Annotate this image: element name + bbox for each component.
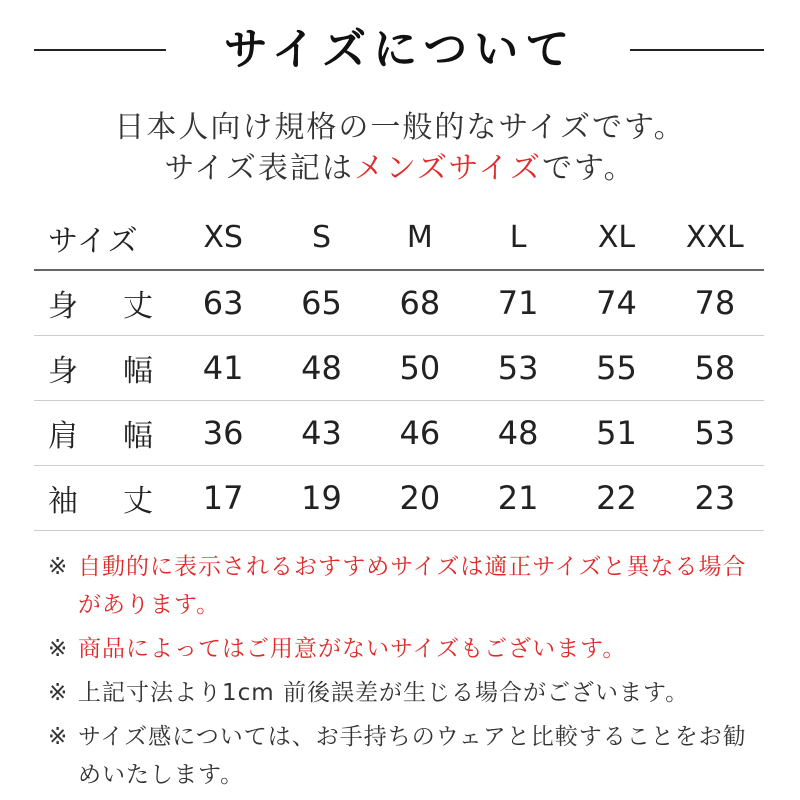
title-row — [0, 18, 800, 82]
table-cell: 36 — [174, 400, 272, 465]
note-mark: ※ — [48, 554, 69, 580]
table-cell: 48 — [272, 335, 370, 400]
table-cell: 22 — [567, 465, 665, 530]
table-cell: 74 — [567, 270, 665, 335]
size-header-xxl: XXL — [666, 206, 764, 270]
intro-highlight-mens-size: メンズサイズ — [353, 151, 543, 186]
row-label: 身 幅 — [34, 335, 174, 400]
intro-line-2-suffix: です。 — [542, 151, 636, 186]
note-item — [48, 548, 768, 624]
table-row-shoulder-width — [34, 400, 764, 465]
table-cell: 53 — [469, 335, 567, 400]
row-label: 身 丈 — [34, 270, 174, 335]
size-header-row — [34, 206, 764, 270]
size-header-s: S — [272, 206, 370, 270]
table-cell: 55 — [567, 335, 665, 400]
size-header-xs: XS — [174, 206, 272, 270]
table-cell: 63 — [174, 270, 272, 335]
note-text: 上記寸法より1cm 前後誤差が生じる場合がございます。 — [78, 680, 690, 706]
intro-line-1: 日本人向け規格の一般的なサイズです。 — [114, 110, 686, 145]
table-cell: 17 — [174, 465, 272, 530]
size-header-label: サイズ — [34, 206, 174, 270]
table-cell: 41 — [174, 335, 272, 400]
note-mark: ※ — [48, 636, 69, 662]
note-item — [48, 718, 768, 794]
note-mark: ※ — [48, 724, 69, 750]
intro-line-2 — [0, 143, 800, 187]
size-table — [34, 206, 764, 531]
table-cell: 48 — [469, 400, 567, 465]
table-row-sleeve-length — [34, 465, 764, 530]
table-cell: 19 — [272, 465, 370, 530]
size-header-l: L — [469, 206, 567, 270]
table-cell: 71 — [469, 270, 567, 335]
note-item — [48, 630, 768, 668]
notes-list — [48, 548, 768, 800]
table-cell: 65 — [272, 270, 370, 335]
table-cell: 46 — [371, 400, 469, 465]
note-text: サイズ感については、お手持ちのウェアと比較することをお勧めいたします。 — [78, 724, 747, 788]
page-title: サイズについて — [223, 24, 577, 75]
row-label: 肩 幅 — [34, 400, 174, 465]
note-text: 商品によってはご用意がないサイズもございます。 — [78, 636, 627, 662]
table-cell: 21 — [469, 465, 567, 530]
table-cell: 20 — [371, 465, 469, 530]
table-cell: 23 — [666, 465, 764, 530]
table-row-body-width — [34, 335, 764, 400]
table-cell: 53 — [666, 400, 764, 465]
note-item — [48, 674, 768, 712]
row-label: 袖 丈 — [34, 465, 174, 530]
intro-line-2-prefix: サイズ表記は — [164, 151, 354, 186]
table-row-body-length — [34, 270, 764, 335]
table-cell: 68 — [371, 270, 469, 335]
table-cell: 43 — [272, 400, 370, 465]
size-header-m: M — [371, 206, 469, 270]
table-cell: 78 — [666, 270, 764, 335]
table-cell: 58 — [666, 335, 764, 400]
table-cell: 51 — [567, 400, 665, 465]
size-header-xl: XL — [567, 206, 665, 270]
table-cell: 50 — [371, 335, 469, 400]
note-mark: ※ — [48, 680, 69, 706]
title-divider-right — [630, 49, 764, 51]
note-text: 自動的に表示されるおすすめサイズは適正サイズと異なる場合があります。 — [78, 554, 747, 618]
